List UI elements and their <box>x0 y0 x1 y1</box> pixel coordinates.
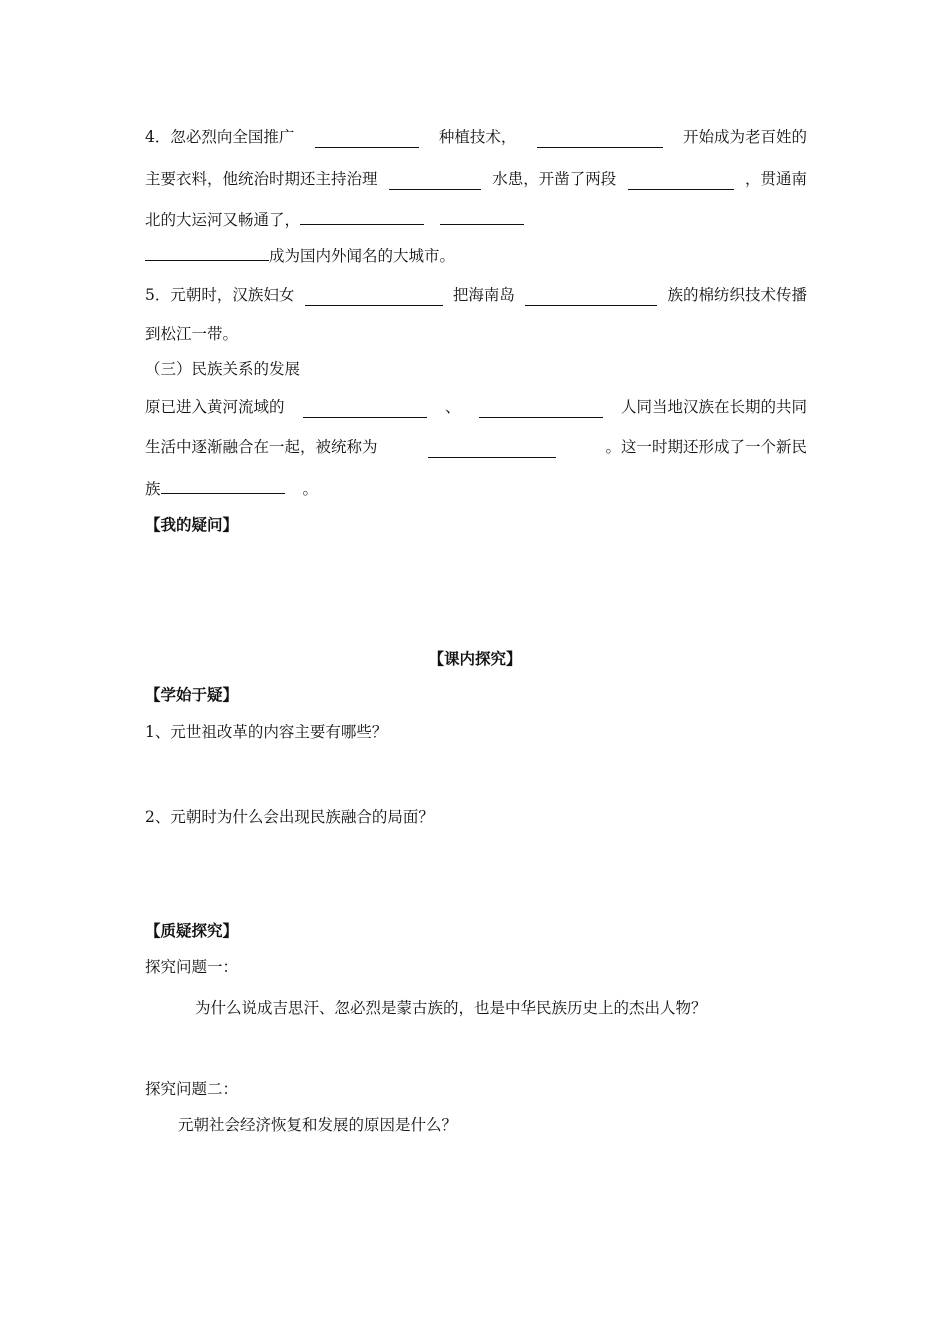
section3-heading <box>145 358 807 380</box>
q4-text-g: 北的大运河又畅通了， <box>145 211 301 229</box>
section3-line-2 <box>145 436 807 458</box>
question-2 <box>145 806 807 828</box>
learn-heading-text: 【学始于疑】 <box>145 685 239 704</box>
section3-text-f: 族 <box>145 480 161 498</box>
problem-2-label <box>145 1078 807 1100</box>
fill-blank[interactable] <box>300 209 424 225</box>
problem-2-question: 元朝社会经济恢复和发展的原因是什么？ <box>178 1116 458 1134</box>
section3-text-d: 生活中逐渐融合在一起，被统称为 <box>145 438 378 456</box>
question-2-text: 2、元朝时为什么会出现民族融合的局面？ <box>145 808 434 826</box>
fill-blank[interactable] <box>161 478 285 494</box>
fill-blank[interactable] <box>305 290 443 306</box>
problem-1-question: 为什么说成吉思汗、忽必烈是蒙古族的，也是中华民族历史上的杰出人物？ <box>195 999 707 1017</box>
fill-blank[interactable] <box>440 209 524 225</box>
q4-text-c: 开始成为老百姓的 <box>682 128 807 146</box>
explore-heading <box>145 920 807 942</box>
q4-line-1 <box>145 126 807 148</box>
section3-text-a: 原已进入黄河流域的 <box>145 398 285 416</box>
inclass-title <box>0 648 950 670</box>
problem-2-label-text: 探究问题二： <box>145 1080 239 1098</box>
question-1 <box>145 721 807 743</box>
fill-blank[interactable] <box>303 402 427 418</box>
question-1-text: 1、元世祖改革的内容主要有哪些？ <box>145 723 388 741</box>
q5-text-a: 5．元朝时，汉族妇女 <box>145 286 295 304</box>
q5-text-d: 到松江一带。 <box>145 325 239 343</box>
section3-text-g: 。 <box>302 480 319 498</box>
explore-heading-text: 【质疑探究】 <box>145 921 239 940</box>
fill-blank[interactable] <box>479 402 603 418</box>
section3-text-c: 人同当地汉族在长期的共同 <box>620 398 807 416</box>
q5-line-2 <box>145 323 807 345</box>
q4-text-a: 4．忽必烈向全国推广 <box>145 128 295 146</box>
fill-blank[interactable] <box>537 132 663 148</box>
fill-blank[interactable] <box>145 245 269 261</box>
problem-1-label <box>145 956 807 978</box>
q4-text-e: 水患，开凿了两段 <box>492 170 617 188</box>
q4-line-2 <box>145 168 807 190</box>
inclass-title-text: 【课内探究】 <box>428 649 522 668</box>
fill-blank[interactable] <box>315 132 419 148</box>
problem-2-text <box>178 1114 807 1136</box>
q4-text-b: 种植技术， <box>438 128 517 146</box>
problem-1-label-text: 探究问题一： <box>145 958 239 976</box>
q5-text-c: 族的棉纺织技术传播 <box>667 286 807 304</box>
fill-blank[interactable] <box>525 290 657 306</box>
q5-line-1 <box>145 284 807 306</box>
section3-line-1 <box>145 396 807 418</box>
q4-line-4 <box>145 245 807 267</box>
q4-text-f: ，贯通南 <box>744 170 807 188</box>
section3-line-3 <box>145 478 807 500</box>
section3-heading-text: （三）民族关系的发展 <box>145 360 301 378</box>
q4-text-d: 主要衣料，他统治时期还主持治理 <box>145 170 378 188</box>
q4-line-3 <box>145 209 807 231</box>
my-questions-heading <box>145 514 807 536</box>
fill-blank[interactable] <box>628 174 734 190</box>
section3-text-b: 、 <box>444 398 461 416</box>
my-questions-text: 【我的疑问】 <box>145 515 239 534</box>
problem-1-text <box>195 997 807 1019</box>
fill-blank[interactable] <box>389 174 481 190</box>
learn-heading <box>145 684 807 706</box>
section3-text-e: 。这一时期还形成了一个新民 <box>605 438 807 456</box>
q5-text-b: 把海南岛 <box>452 286 515 304</box>
q4-text-h: 成为国内外闻名的大城市。 <box>269 247 456 265</box>
fill-blank[interactable] <box>428 442 556 458</box>
